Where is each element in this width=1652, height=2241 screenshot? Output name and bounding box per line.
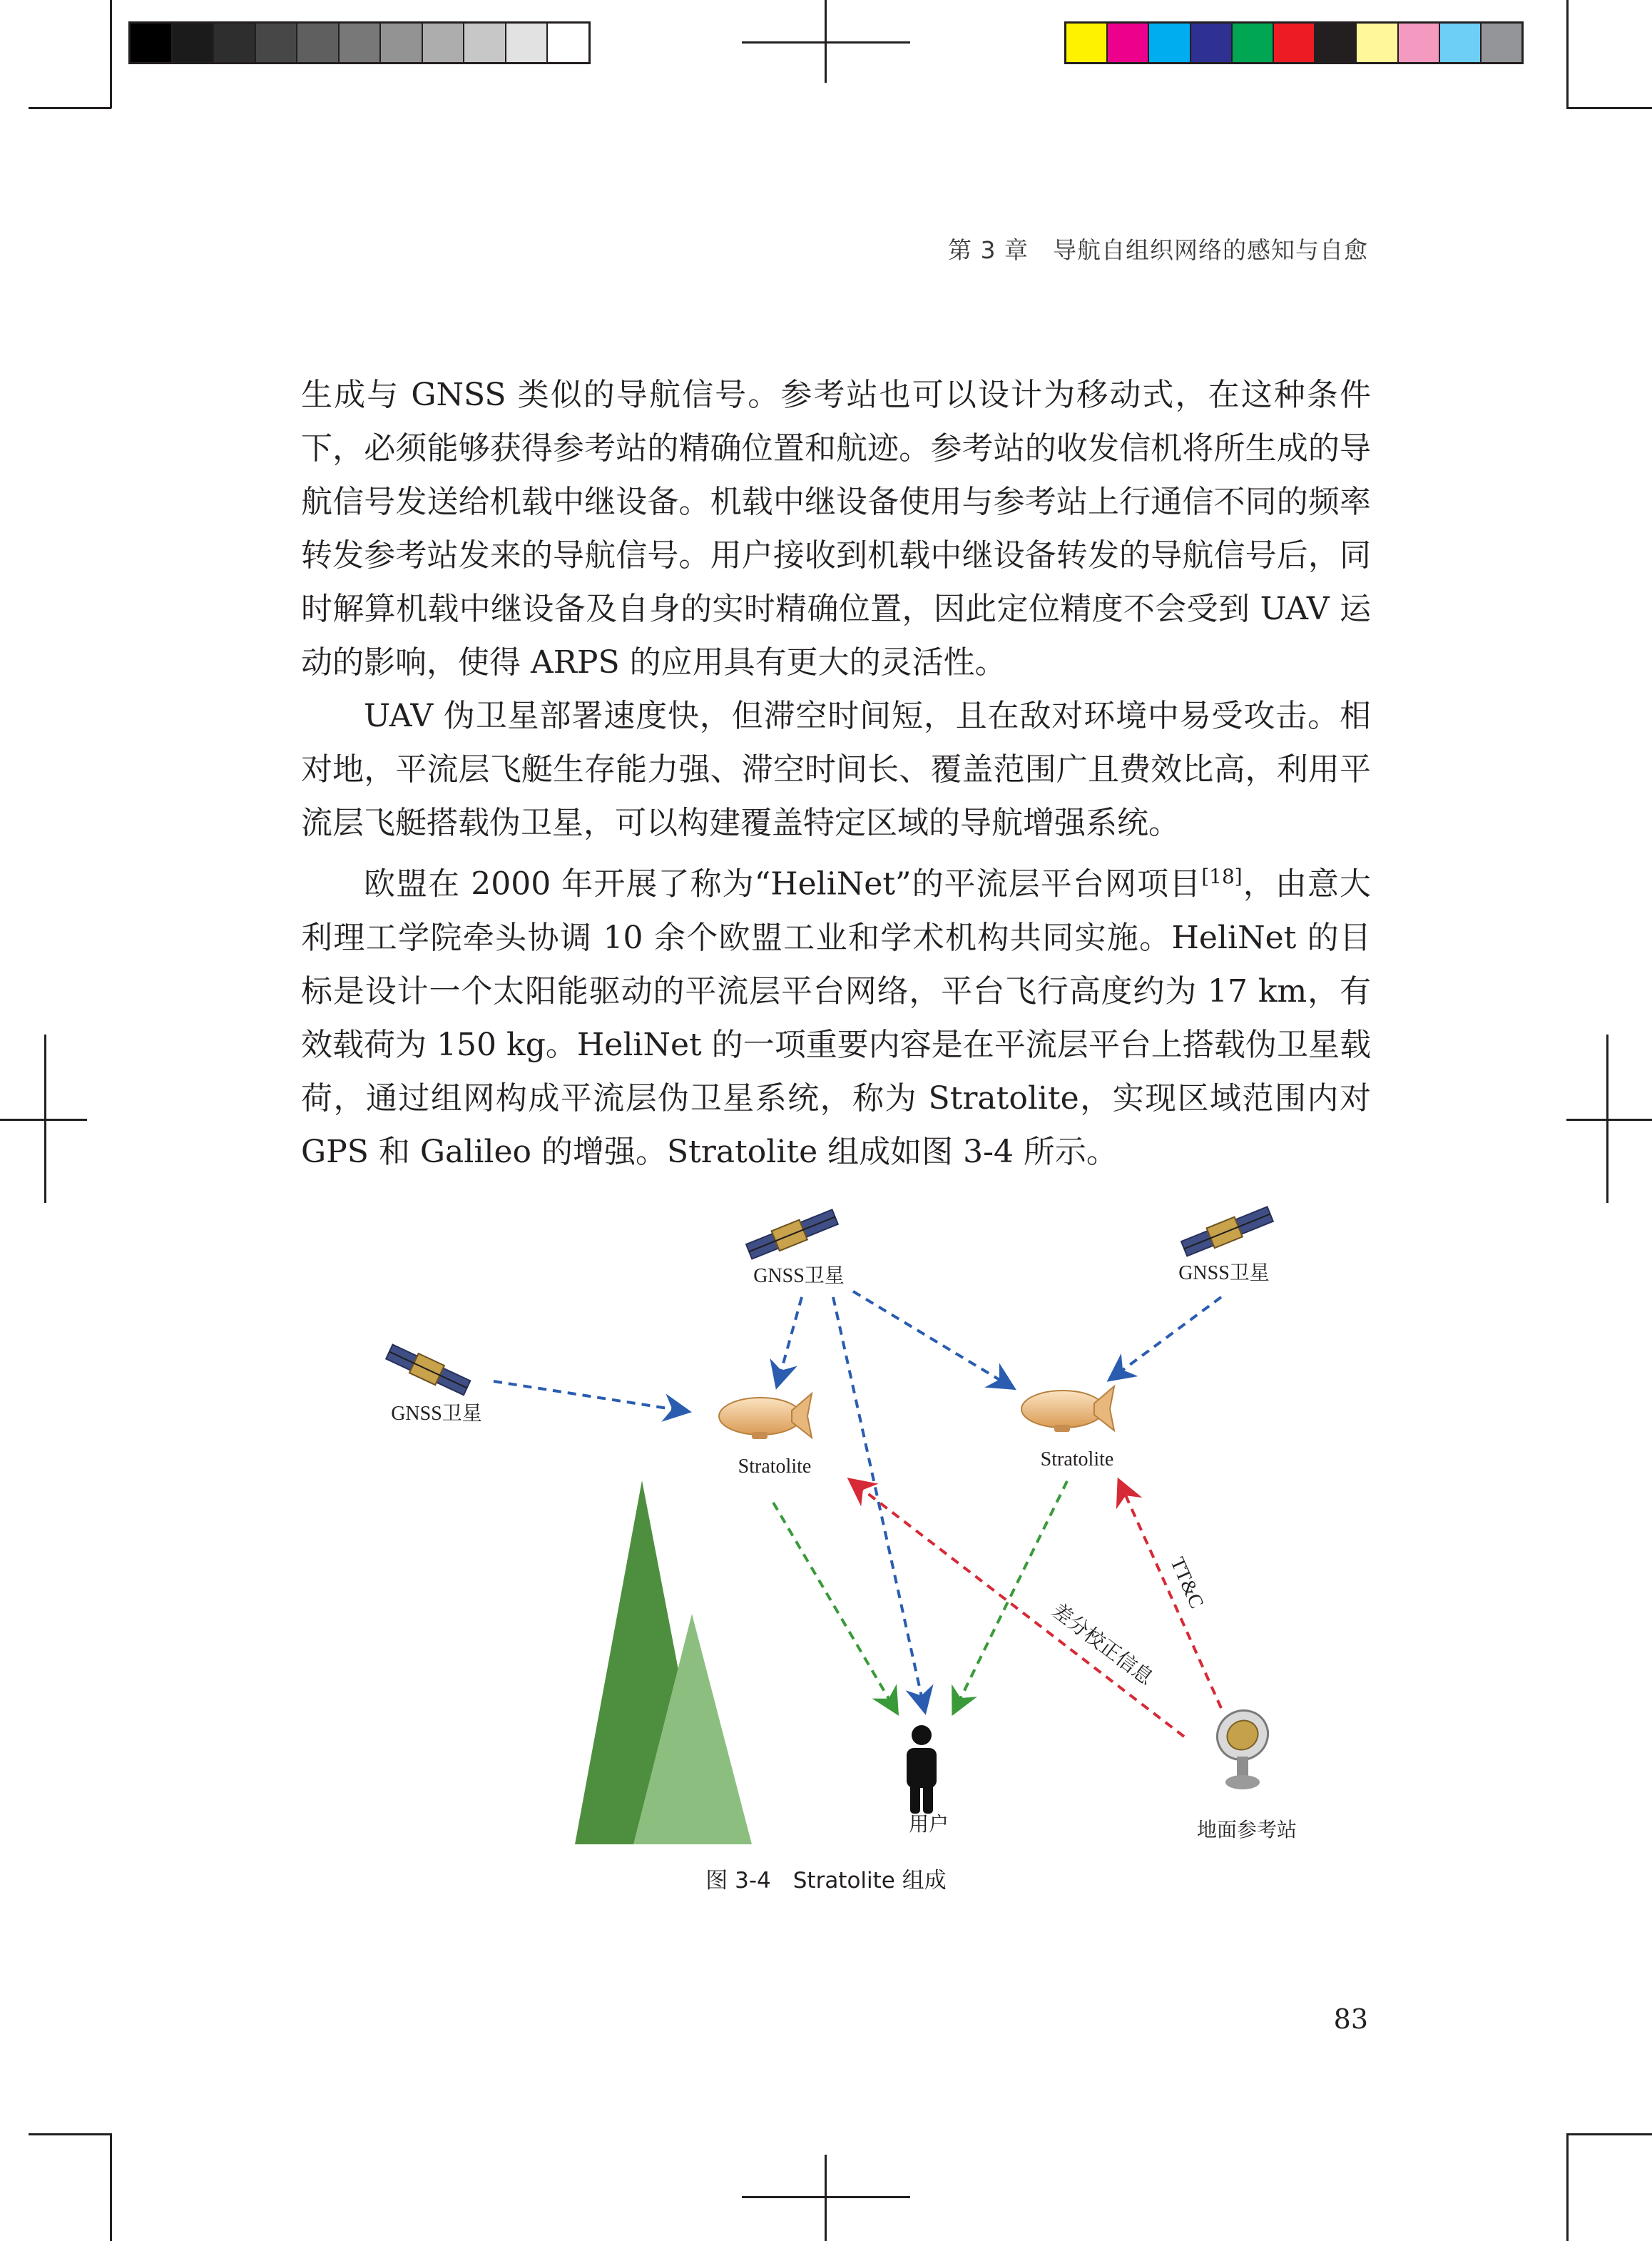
satellite-icon-top-left (745, 1207, 840, 1262)
running-header: 第 3 章 导航自组织网络的感知与自愈 (948, 236, 1368, 264)
label-stratolite-left: Stratolite (738, 1455, 812, 1478)
label-ground-station: 地面参考站 (1196, 1819, 1297, 1841)
paragraph-3-rest: ，由意大利理工学院牵头协调 10 余个欧盟工业和学术机构共同实施。HeliNet 的目标是设计一个太阳能驱动的平流层平台网络，平台飞行高度约为 17 km，有效载荷为 150 kg。HeliNet 的一项重要内容是在平流层平台上搭载伪卫星载荷，通过组网构成平流层伪卫星系统，称为 Stratolite，实现区域范围内对 GPS 和 Galileo 的增强。Stratolite 组成如图 3-4 所示。 (301, 865, 1372, 1170)
stratolite-blimp-right (1021, 1386, 1114, 1432)
satellite-icon-left (385, 1342, 471, 1398)
figure-caption: 图 3-4 Stratolite 组成 (705, 1868, 947, 1894)
paragraph-3-start: 欧盟在 2000 年开展了称为“HeliNet”的平流层平台网项目 (364, 865, 1202, 903)
page-number: 83 (1333, 2003, 1368, 2035)
stratolite-blimp-left (719, 1393, 812, 1439)
satellite-dish-icon (1208, 1702, 1277, 1789)
stratolite-signal-links (773, 1481, 1067, 1711)
user-icon (907, 1725, 937, 1814)
label-user: 用户 (908, 1814, 949, 1836)
label-ttc: TT&C (1166, 1554, 1208, 1612)
label-gnss-left: GNSS卫星 (391, 1403, 482, 1425)
label-stratolite-right: Stratolite (1040, 1448, 1114, 1470)
label-diff-correction: 差分校正信息 (1047, 1600, 1157, 1690)
citation-ref: [18] (1201, 865, 1243, 888)
ground-station-links (852, 1481, 1221, 1737)
paragraph-2: UAV 伪卫星部署速度快，但滞空时间短，且在敌对环境中易受攻击。相对地，平流层飞艇生存能力强、滞空时间长、覆盖范围广且费效比高，利用平流层飞艇搭载伪卫星，可以构建覆盖特定区域的导航增强系统。 (301, 698, 1371, 841)
satellite-icon-top-right (1181, 1204, 1275, 1259)
paragraph-1: 生成与 GNSS 类似的导航信号。参考站也可以设计为移动式，在这种条件下，必须能够获得参考站的精确位置和航迹。参考站的收发信机将所生成的导航信号发送给机载中继设备。机载中继设备使用与参考站上行通信不同的频率转发参考站发来的导航信号。用户接收到机载中继设备转发的导航信号后，同时解算机载中继设备及自身的实时精确位置，因此定位精度不会受到 UAV 运动的影响，使得 ARPS 的应用具有更大的灵活性。 (301, 377, 1371, 681)
label-gnss-top-right: GNSS卫星 (1178, 1262, 1270, 1284)
label-gnss-top-left: GNSS卫星 (753, 1265, 845, 1287)
